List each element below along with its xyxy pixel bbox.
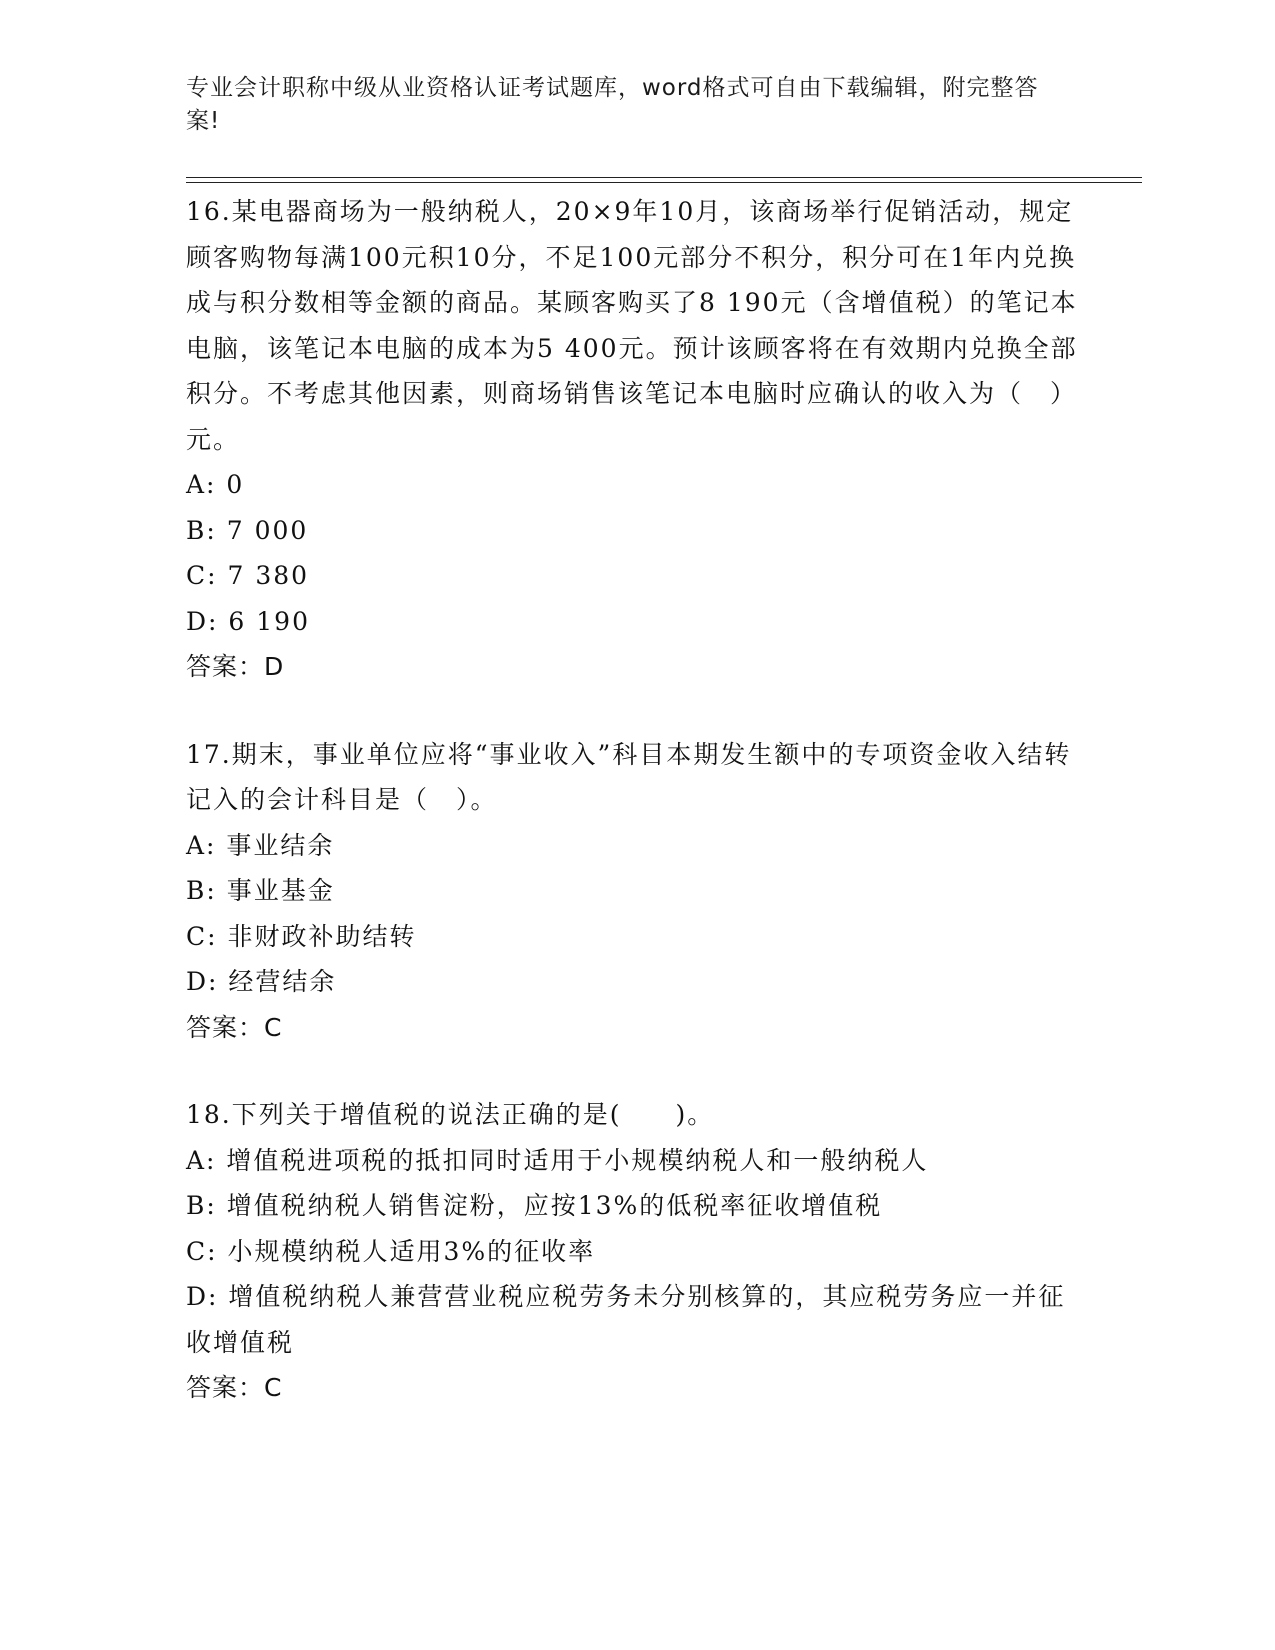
option-a: A: 事业结余 bbox=[186, 830, 335, 860]
option-a: A: 增值税进项税的抵扣同时适用于小规模纳税人和一般纳税人 bbox=[186, 1145, 929, 1175]
answer-line: 答案：D bbox=[186, 652, 285, 681]
option-d: D: 增值税纳税人兼营营业税应税劳务未分别核算的，其应税劳务应一并征收增值税 bbox=[186, 1282, 1066, 1357]
option-b: B: 增值税纳税人销售淀粉，应按13%的低税率征收增值税 bbox=[186, 1191, 883, 1220]
option-b: B: 7 000 bbox=[186, 515, 309, 545]
question-16 bbox=[186, 189, 1086, 690]
option-d: D: 6 190 bbox=[186, 606, 310, 636]
option-c: C: 非财政补助结转 bbox=[186, 921, 417, 951]
question-stem: 16.某电器商场为一般纳税人，20×9年10月，该商场举行促销活动，规定顾客购物每满100元积10分，不足100元部分不积分，积分可在1年内兑换成与积分数相等金额的商品。某顾客购买了8 190元（含增值税）的笔记本电脑，该笔记本电脑的成本为5 400元。预计该顾客将在有效期内兑换全部积分。不考虑其他因素，则商场销售该笔记本电脑时应确认的收入为（ ）元。 bbox=[186, 197, 1078, 454]
question-17 bbox=[186, 732, 1086, 1051]
question-stem: 18.下列关于增值税的说法正确的是( )。 bbox=[186, 1100, 715, 1129]
answer-line: 答案：C bbox=[186, 1373, 283, 1402]
header-divider-top bbox=[186, 177, 1142, 178]
header-divider-bottom bbox=[186, 182, 1142, 183]
option-d: D: 经营结余 bbox=[186, 967, 337, 996]
option-b: B: 事业基金 bbox=[186, 876, 335, 905]
option-c: C: 小规模纳税人适用3%的征收率 bbox=[186, 1236, 596, 1266]
answer-line: 答案：C bbox=[186, 1012, 283, 1042]
question-stem: 17.期末，事业单位应将“事业收入”科目本期发生额中的专项资金收入结转记入的会计科目是（ ）。 bbox=[186, 739, 1072, 814]
option-c: C: 7 380 bbox=[186, 561, 310, 590]
question-18 bbox=[186, 1092, 1086, 1411]
option-a: A: 0 bbox=[186, 470, 245, 499]
question-list bbox=[186, 189, 1086, 1453]
header-note: 专业会计职称中级从业资格认证考试题库，word格式可自由下载编辑，附完整答案! bbox=[186, 75, 1039, 134]
